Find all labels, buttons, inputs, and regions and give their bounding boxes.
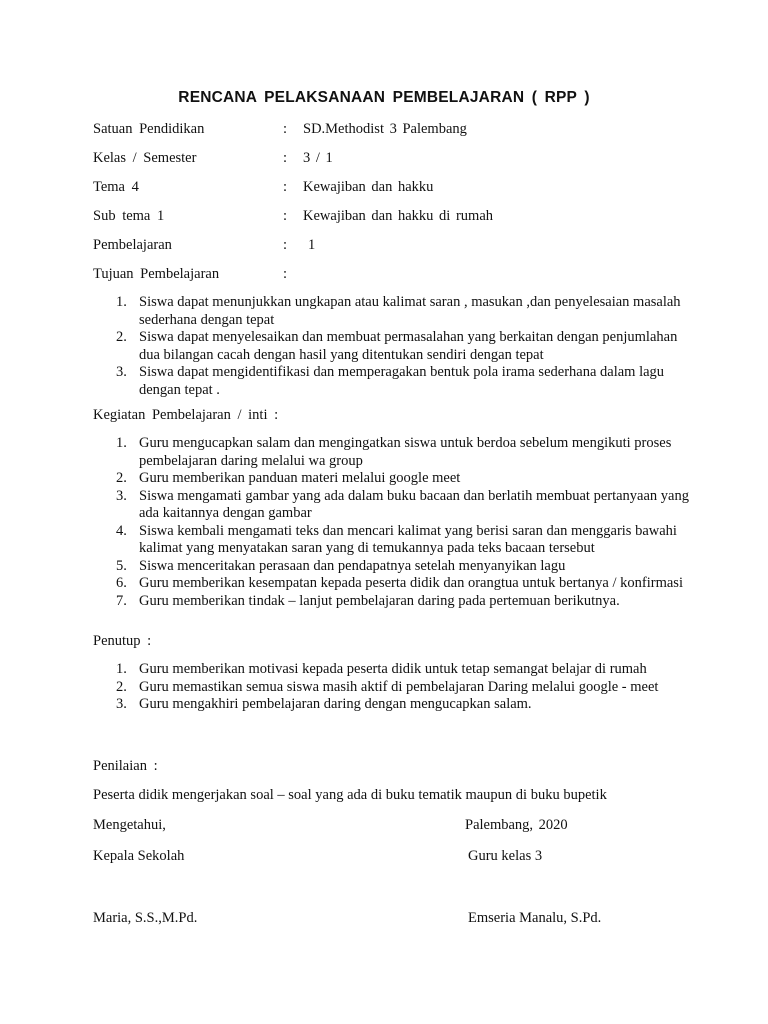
list-item-text: Guru mengucapkan salam dan mengingatkan siswa untuk berdoa sebelum mengikuti proses pembelajaran daring melalui wa group (139, 435, 672, 469)
list-item-text: Guru memberikan tindak – lanjut pembelajaran daring pada pertemuan berikutnya. (139, 592, 620, 609)
info-value: 3 / 1 (303, 150, 333, 166)
info-label: Satuan Pendidikan (93, 121, 205, 137)
list-number: 7. (116, 592, 127, 609)
list-item (93, 470, 693, 488)
list-item-text: Guru memberikan kesempatan kepada peserta didik dan orangtua untuk bertanya / konfirmasi (139, 575, 683, 591)
list-number: 3. (116, 696, 127, 712)
list-number: 5. (116, 557, 127, 574)
info-value: Kewajiban dan hakku di rumah (303, 208, 494, 224)
info-colon: : (283, 266, 288, 282)
list-item-text: Siswa menceritakan perasaan dan pendapatnya setelah menyanyikan lagu (139, 557, 566, 574)
signature-kepala-sekolah: Kepala Sekolah (93, 848, 185, 864)
list-item (93, 696, 693, 714)
signature-date: Palembang, 2020 (465, 817, 568, 833)
list-item-text: Siswa kembali mengamati teks dan mencari kalimat yang berisi saran dan menggaris bawahi kalimat yang menyatakan saran yang di temukannya pada teks bacaan tersebut (139, 522, 677, 556)
list-number: 1. (116, 294, 127, 310)
penutup-heading: Penutup : (93, 633, 152, 649)
list-item (93, 488, 693, 523)
penilaian-text: Peserta didik mengerjakan soal – soal yang ada di buku tematik maupun di buku bupetik (93, 787, 607, 803)
list-item-text: Guru memberikan motivasi kepada peserta didik untuk tetap semangat belajar di rumah (139, 661, 647, 677)
signature-name-right: Emseria Manalu, S.Pd. (468, 910, 602, 926)
info-label: Sub tema 1 (93, 208, 165, 224)
info-colon: : (283, 121, 288, 137)
signature-guru-kelas: Guru kelas 3 (468, 848, 543, 864)
penilaian-heading: Penilaian : (93, 758, 158, 774)
signature-mengetahui: Mengetahui, (93, 817, 166, 833)
list-item (93, 364, 693, 399)
list-item-text: Siswa mengamati gambar yang ada dalam buku bacaan dan berlatih membuat pertanyaan yang ada kaitannya dengan gambar (139, 487, 689, 521)
document-title: RENCANA PELAKSANAAN PEMBELAJARAN ( RPP ) (178, 89, 590, 106)
list-number: 1. (116, 435, 127, 451)
kegiatan-heading: Kegiatan Pembelajaran / inti : (93, 407, 279, 423)
info-value: SD.Methodist 3 Palembang (303, 121, 467, 137)
list-item-text: Guru mengakhiri pembelajaran daring dengan mengucapkan salam. (139, 696, 532, 712)
list-item-text: Guru memberikan panduan materi melalui google meet (139, 470, 461, 486)
list-item (93, 575, 693, 593)
info-value: Kewajiban dan hakku (303, 179, 434, 195)
list-number: 2. (116, 329, 127, 345)
info-label: Tema 4 (93, 179, 139, 195)
signature-name-left: Maria, S.S.,M.Pd. (93, 910, 198, 926)
list-number: 2. (116, 678, 127, 695)
list-item (93, 661, 693, 679)
tujuan-list (93, 294, 693, 399)
list-item (93, 523, 693, 558)
penutup-list (93, 661, 693, 714)
list-number: 1. (116, 661, 127, 677)
list-item (93, 679, 693, 697)
list-item-text: Siswa dapat menyelesaikan dan membuat permasalahan yang berkaitan dengan penjumlahan dua bilangan cacah dengan hasil yang ditentukan sendiri dengan tepat (139, 329, 678, 363)
list-number: 3. (116, 487, 127, 504)
info-value: 1 (308, 237, 316, 253)
list-item (93, 593, 693, 611)
list-item-text: Siswa dapat mengidentifikasi dan memperagakan bentuk pola irama sederhana dalam lagu dengan tepat . (139, 364, 665, 398)
list-number: 2. (116, 470, 127, 486)
list-item-text: Guru memastikan semua siswa masih aktif di pembelajaran Daring melalui google - meet (139, 678, 659, 695)
info-colon: : (283, 237, 288, 253)
list-item (93, 329, 693, 364)
info-label: Pembelajaran (93, 237, 172, 253)
list-number: 6. (116, 575, 127, 591)
list-item (93, 558, 693, 576)
info-colon: : (283, 179, 288, 195)
kegiatan-list (93, 435, 693, 610)
info-label: Tujuan Pembelajaran (93, 266, 220, 282)
list-number: 3. (116, 364, 127, 380)
list-item (93, 294, 693, 329)
info-colon: : (283, 150, 288, 166)
list-item (93, 435, 693, 470)
info-colon: : (283, 208, 288, 224)
info-label: Kelas / Semester (93, 150, 197, 166)
list-item-text: Siswa dapat menunjukkan ungkapan atau kalimat saran , masukan ,dan penyelesaian masalah sederhana dengan tepat (139, 294, 681, 328)
list-number: 4. (116, 522, 127, 539)
